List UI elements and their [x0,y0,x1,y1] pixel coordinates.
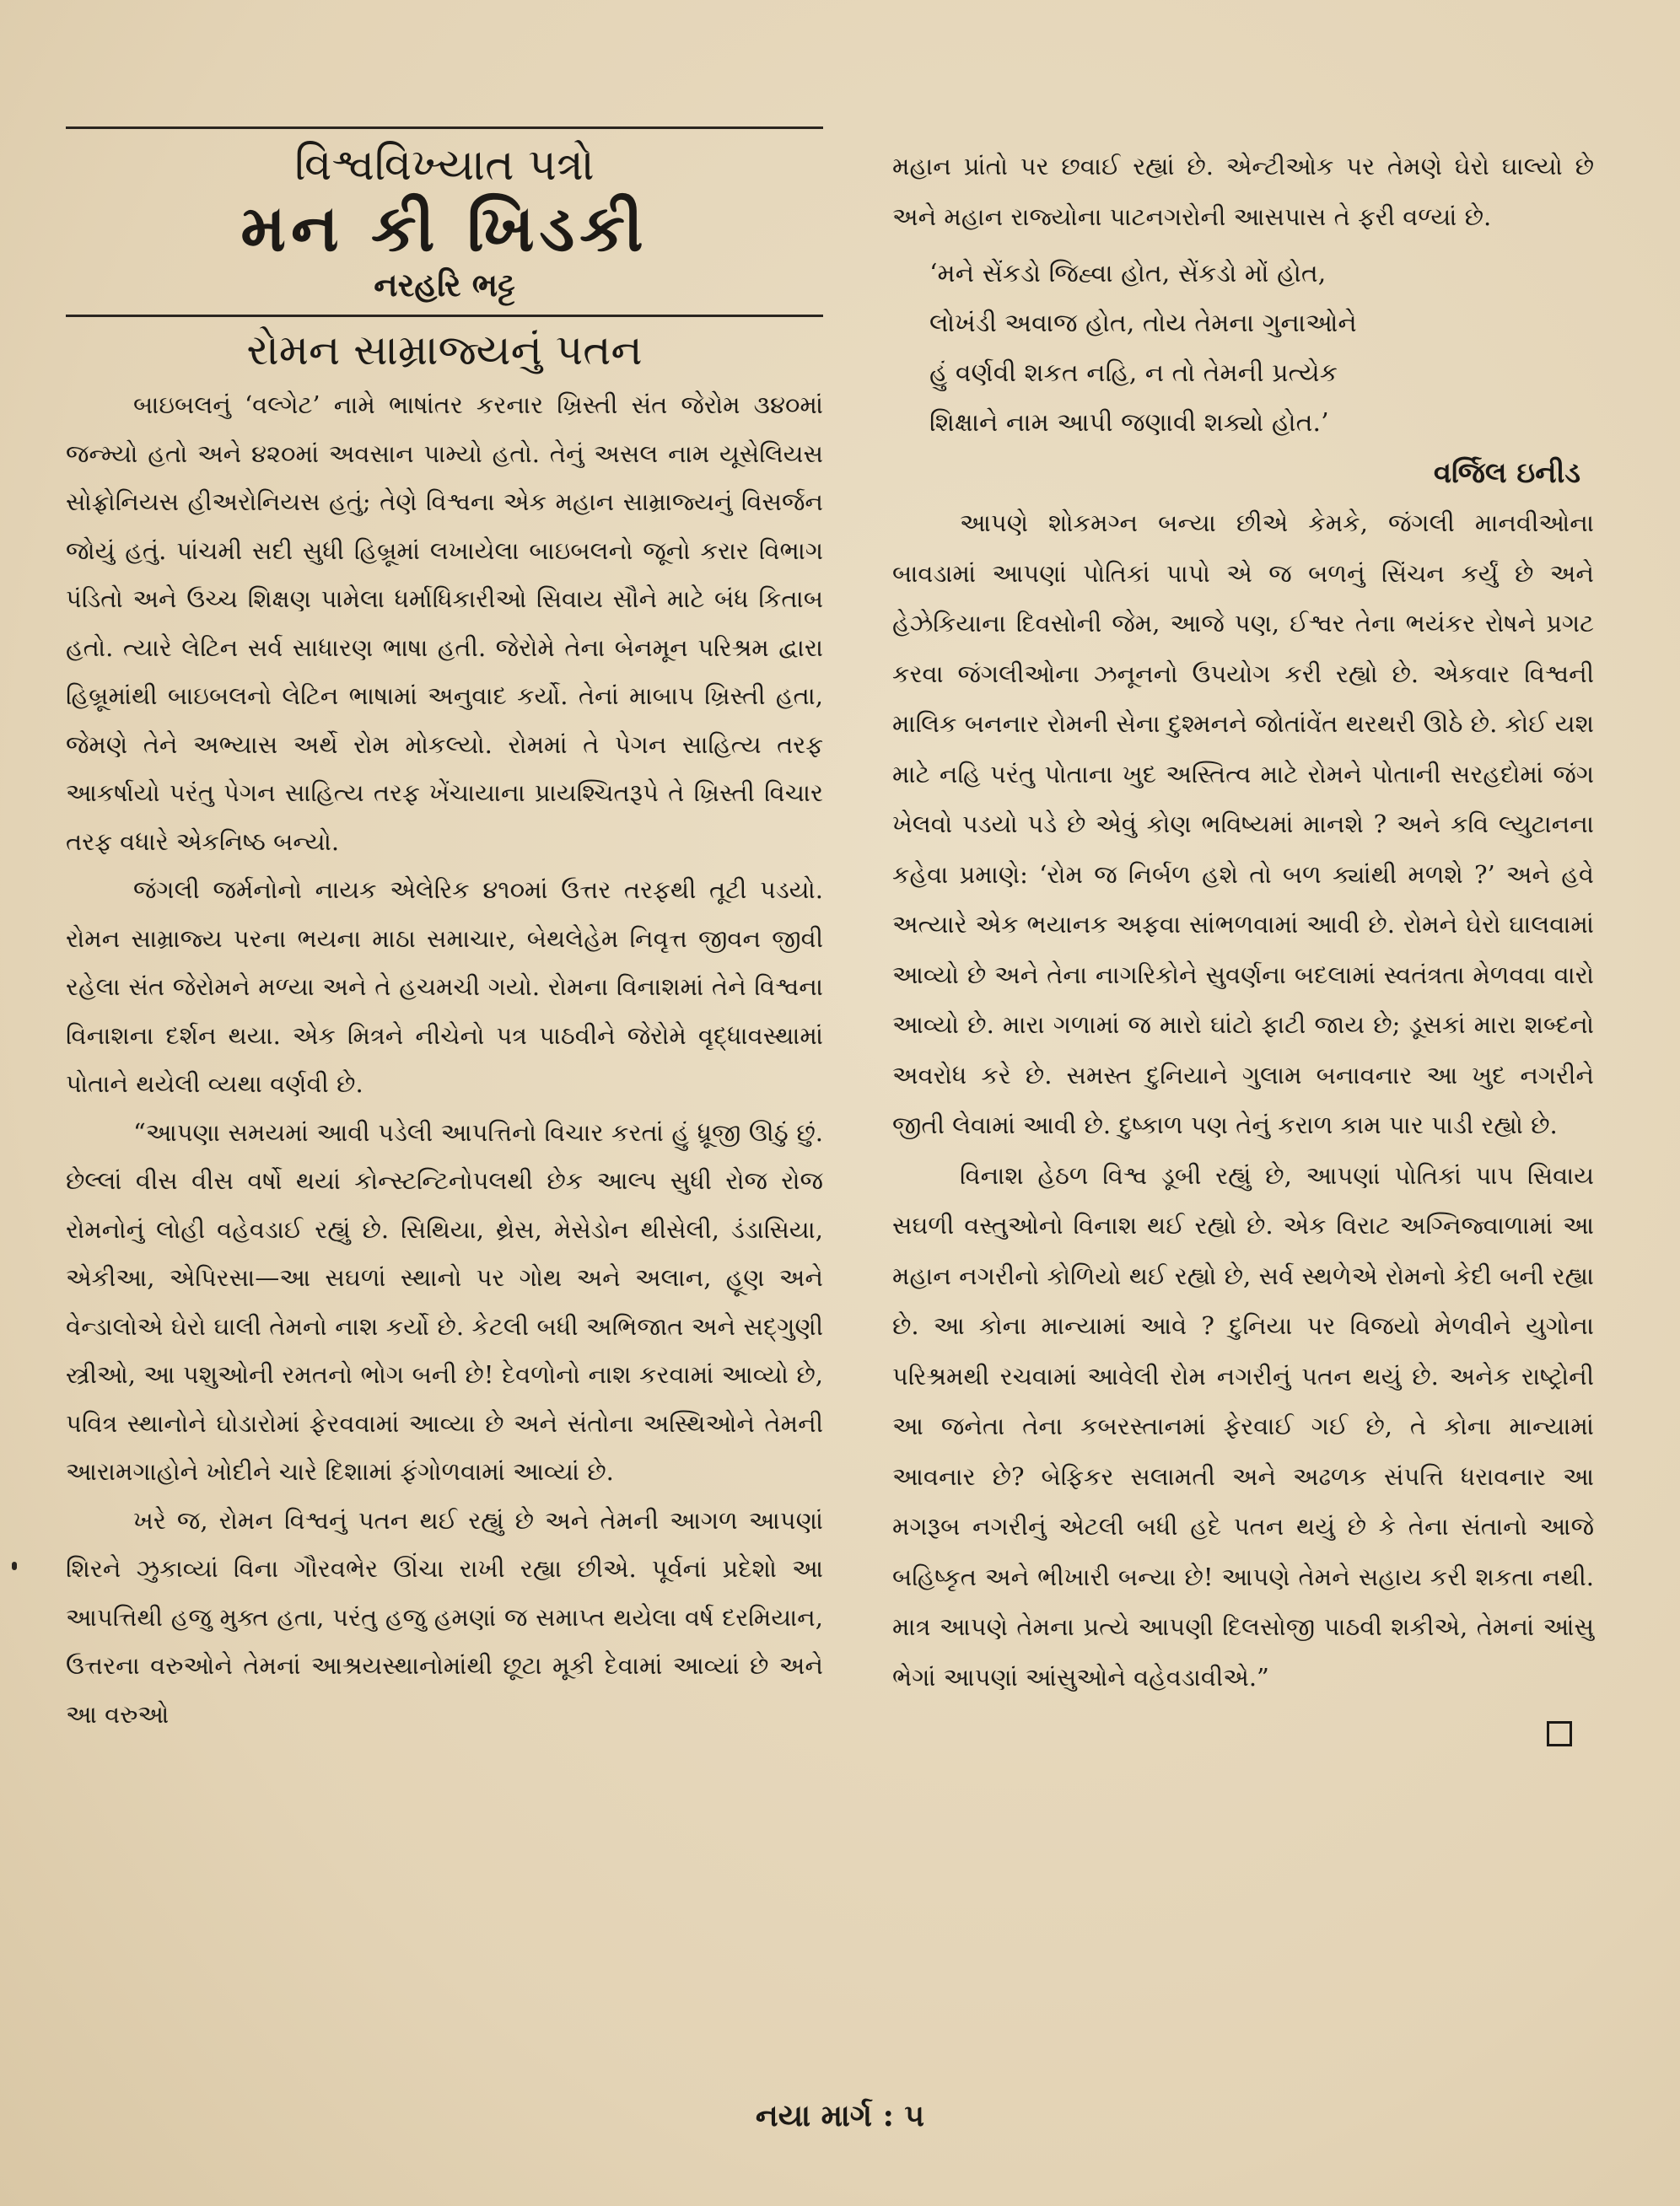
right-column [892,142,1594,1703]
header-top-rule [66,126,823,129]
paragraph: આપણે શોકમગ્ન બન્યા છીએ કેમકે, જંગલી માનવીઓના બાવડામાં આપણાં પોતિકાં પાપો એ જ બળનું સિંચન કર્યું છે અને હેઝેકિયાના દિવસોની જેમ, આજે પણ, ઈશ્વર તેના ભયંકર રોષને પ્રગટ કરવા જંગલીઓના ઝનૂનનો ઉપયોગ કરી રહ્યો છે. એકવાર વિશ્વની માલિક બનનાર રોમની સેના દુશ્મનને જોતાંવેંત થરથરી ઊઠે છે. કોઈ યશ માટે નહિ પરંતુ પોતાના ખુદ અસ્તિત્વ માટે રોમને પોતાની સરહદોમાં જંગ ખેલવો પડયો પડે છે એવું કોણ ભવિષ્યમાં માનશે ? અને કવિ લ્યુટાનના કહેવા પ્રમાણે: ‘રોમ જ નિર્બળ હશે તો બળ ક્યાંથી મળશે ?’ અને હવે અત્યારે એક ભયાનક અફવા સાંભળવામાં આવી છે. રોમને ઘેરો ઘાલવામાં આવ્યો છે અને તેના નાગરિકોને સુવર્ણના બદલામાં સ્વતંત્રતા મેળવવા વારો આવ્યો છે. મારા ગળામાં જ મારો ઘાંટો ફાટી જાય છે; ડૂસકાં મારા શબ્દનો અવરોધ કરે છે. સમસ્ત દુનિયાને ગુલામ બનાવનાર આ ખુદ નગરીને જીતી લેવામાં આવી છે. દુષ્કાળ પણ તેનું કરાળ કામ પાર પાડી રહ્યો છે. [892,508,1594,1139]
header-bottom-rule [66,315,823,317]
paragraph-continued: મહાન પ્રાંતો પર છવાઈ રહ્યાં છે. એન્ટીઓક પર તેમણે ઘેરો ઘાલ્યો છે અને મહાન રાજ્યોના પાટનગરોની આસપાસ તે ફરી વળ્યાં છે. [892,152,1594,231]
ink-speck [12,1562,17,1570]
paragraph: જંગલી જર્મનોનો નાયક એલેરિક ૪૧૦માં ઉત્તર તરફથી તૂટી પડયો. રોમન સામ્રાજ્ય પરના ભયના માઠા સમાચાર, બેથલેહેમ નિવૃત્ત જીવન જીવી રહેલા સંત જેરોમને મળ્યા અને તે હચમચી ગયો. રોમના વિનાશમાં તેને વિશ્વના વિનાશના દર્શન થયા. એક મિત્રને નીચેનો પત્ર પાઠવીને જેરોમે વૃદ્ધાવસ્થામાં પોતાને થયેલી વ્યથા વર્ણવી છે. [66,875,823,1098]
poem-line: શિક્ષાને નામ આપી જણાવી શક્યો હોત.’ [929,408,1329,438]
poem-line: હું વર્ણવી શકત નહિ, ન તો તેમની પ્રત્યેક [929,358,1338,388]
poem-attribution: વર્જિલ ઇનીડ [1433,456,1580,490]
end-mark-icon [1547,1721,1572,1746]
letter-paragraph: “આપણા સમયમાં આવી પડેલી આપત્તિનો વિચાર કરતાં હું ધ્રૂજી ઊઠું છું. છેલ્લાં વીસ વીસ વર્ષો થયાં કોન્સ્ટન્ટિનોપલથી છેક આલ્પ સુધી રોજ રોજ રોમનોનું લોહી વહેવડાઈ રહ્યું છે. સિથિયા, થ્રેસ, મેસેડોન થીસેલી, ડંડાસિયા, એકીઆ, એપિરસા—આ સઘળાં સ્થાનો પર ગોથ અને અલાન, હૂણ અને વેન્ડાલોએ ઘેરો ઘાલી તેમનો નાશ કર્યો છે. કેટલી બધી અભિજાત અને સદ્ગુણી સ્ત્રીઓ, આ પશુઓની રમતનો ભોગ બની છે! દેવળોનો નાશ કરવામાં આવ્યો છે, પવિત્ર સ્થાનોને ઘોડારોમાં ફેરવવામાં આવ્યા છે અને સંતોના અસ્થિઓને તેમની આરામગાહોને ખોદીને ચારે દિશામાં ફંગોળવામાં આવ્યાં છે. [66,1117,823,1486]
left-column [66,126,823,1739]
column-header [66,137,823,306]
paragraph: ખરે જ, રોમન વિશ્વનું પતન થઈ રહ્યું છે અને તેમની આગળ આપણાં શિરને ઝુકાવ્યાં વિના ગૌરવભેર ઊંચા રાખી રહ્યા છીએ. પૂર્વનાં પ્રદેશો આ આપત્તિથી હજુ મુક્ત હતા, પરંતુ હજુ હમણાં જ સમાપ્ત થયેલા વર્ષ દરમિયાન, ઉત્તરના વરુઓને તેમનાં આશ્રયસ્થાનોમાંથી છૂટા મૂકી દેવામાં આવ્યાં છે અને આ વરુઓ [66,1505,823,1729]
article-title: રોમન સામ્રાજ્યનું પતન [246,326,643,374]
paragraph: બાઇબલનું ‘વલ્ગેટ’ નામે ભાષાંતર કરનાર ખ્રિસ્તી સંત જેરોમ ૩૪૦માં જન્મ્યો હતો અને ૪૨૦માં અવસાન પામ્યો હતો. તેનું અસલ નામ યૂસેલિયસ સોફ્રોનિયસ હીઅરોનિયસ હતું; તેણે વિશ્વના એક મહાન સામ્રાજ્યનું વિસર્જન જોયું હતું. પાંચમી સદી સુધી હિબ્રૂમાં લખાયેલા બાઇબલનો જૂનો કરાર વિભાગ પંડિતો અને ઉચ્ચ શિક્ષણ પામેલા ધર્માધિકારીઓ સિવાય સૌને માટે બંધ કિતાબ હતો. ત્યારે લેટિન સર્વ સાધારણ ભાષા હતી. જેરોમે તેના બેનમૂન પરિશ્રમ દ્વારા હિબ્રૂમાંથી બાઇબલનો લેટિન ભાષામાં અનુવાદ કર્યો. તેનાં માબાપ ખ્રિસ્તી હતા, જેમણે તેને અભ્યાસ અર્થે રોમ મોકલ્યો. રોમમાં તે પેગન સાહિત્ય તરફ આકર્ષાયો પરંતુ પેગન સાહિત્ય તરફ ખેંચાયાના પ્રાયશ્ચિતરૂપે તે ખ્રિસ્તી વિચાર તરફ વધારે એકનિષ્ઠ બન્યો. [66,390,823,856]
paragraph: વિનાશ હેઠળ વિશ્વ ડૂબી રહ્યું છે, આપણાં પોતિકાં પાપ સિવાય સઘળી વસ્તુઓનો વિનાશ થઈ રહ્યો છે. એક વિરાટ અગ્નિજ્વાળામાં આ મહાન નગરીનો કોળિયો થઈ રહ્યો છે, સર્વ સ્થળેએ રોમનો કેદી બની રહ્યા છે. આ કોના માન્યામાં આવે ? દુનિયા પર વિજયો મેળવીને યુગોના પરિશ્રમથી રચવામાં આવેલી રોમ નગરીનું પતન થયું છે. અનેક રાષ્ટ્રોની આ જનેતા તેના કબરસ્તાનમાં ફેરવાઈ ગઈ છે, તે કોના માન્યામાં આવનાર છે? બેફિકર સલામતી અને અઢળક સંપત્તિ ધરાવનાર આ મગરૂબ નગરીનું એટલી બધી હદે પતન થયું છે કે તેના સંતાનો આજે બહિષ્કૃત અને ભીખારી બન્યા છે! આપણે તેમને સહાય કરી શકતા નથી. માત્ર આપણે તેમના પ્રત્યે આપણી દિલસોજી પાઠવી શકીએ, તેમનાં આંસુ ભેગાં આપણાં આંસુઓને વહેવડાવીએ.” [892,1160,1594,1692]
poem-line: લોખંડી અવાજ હોત, તોય તેમના ગુનાઓને [929,309,1357,338]
poem-quote [929,249,1594,448]
series-title: વિશ્વવિખ્યાત પત્રો [294,140,595,191]
poem-line: ‘મને સેંકડો જિહ્વા હોત, સેંકડો મોં હોત, [929,259,1327,288]
column-title: મન કી ખિડકી [240,191,649,266]
author-name: નરહરિ ભટ્ટ [374,266,515,304]
closing-block [892,1151,1594,1703]
page-footer: નયા માર્ગ : ૫ [755,2098,925,2133]
